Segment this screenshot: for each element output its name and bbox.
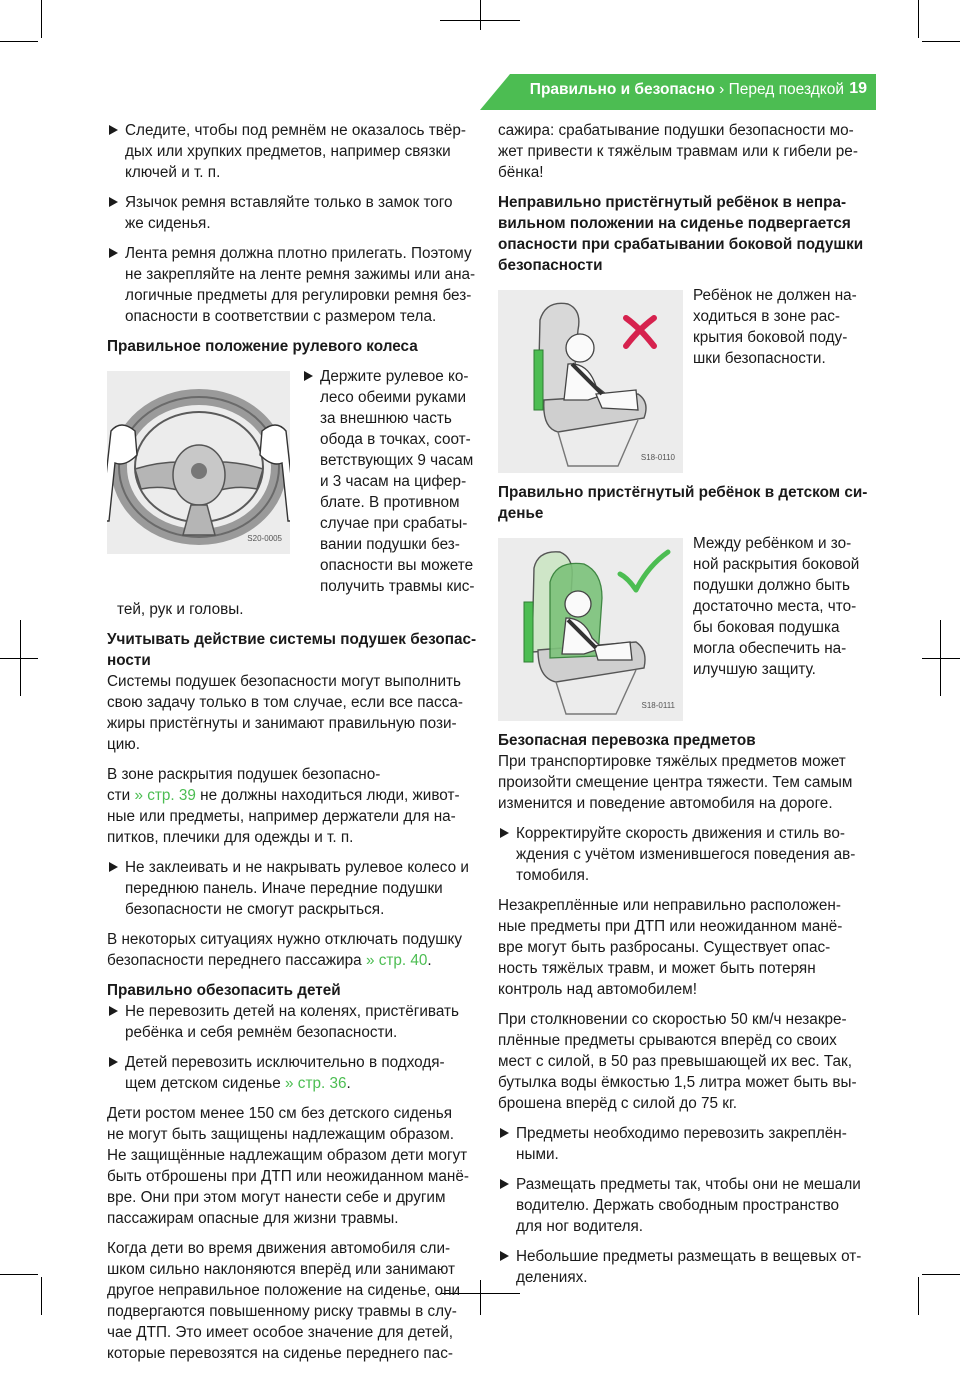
bullet-text bbox=[125, 1054, 445, 1092]
wrong-cross-icon bbox=[620, 314, 660, 350]
bullet-text: Размещать предметы так, чтобы они не мешали водителю. Держать свободным пространство для ног водителя. bbox=[516, 1176, 861, 1235]
bullet-item bbox=[107, 243, 479, 327]
bullet-item bbox=[107, 1052, 479, 1094]
continuation-text: сажира: срабатывание подушки безопасности мо- жет привести к тяжёлым травмам или к гибели ре- бёнка! bbox=[498, 122, 858, 181]
crop-mark bbox=[480, 1280, 481, 1315]
airbag-heading: Учитывать действие системы подушек безопас- ности bbox=[107, 631, 477, 669]
loose-text: Незакреплённые или неправильно расположен- ные предметы при ДТП или неожиданном манё- вре могут быть разбросаны. Существует опас- ность тяжёлых травм, и может быть потерян контроль над автомобилем! bbox=[498, 897, 843, 998]
bullet-text: Небольшие предметы размещать в вещевых от- делениях. bbox=[516, 1248, 862, 1286]
children-text-2: Когда дети во время движения автомобиля сли- шком сильно наклоняются вперёд или занимают другое неправильное положение на сиденье, они подвергаются повышенному риску травмы в слу- чае ДТП. Это имеет особое значение для детей, которые перевозятся на сиденье переднего пас- bbox=[107, 1240, 461, 1362]
disable-l2b: . bbox=[427, 952, 432, 969]
right-column bbox=[498, 120, 873, 1297]
crop-mark bbox=[20, 620, 21, 696]
disable-line1: В некоторых ситуациях нужно отключать подушку bbox=[107, 931, 463, 948]
bullet-arrow-icon bbox=[109, 1006, 118, 1016]
crop-mark bbox=[0, 41, 38, 42]
disable-l2a: безопасности переднего пассажира bbox=[107, 952, 366, 969]
bullet-item bbox=[302, 366, 475, 597]
figure-child-wrong bbox=[498, 290, 683, 473]
zone-line1: В зоне раскрытия подушек безопасно- bbox=[107, 766, 381, 783]
wrong-heading: Неправильно пристёгнутый ребёнок в непра- вильном положении на сиденье подвергается опасности при срабатывании боковой подушки безопасности bbox=[498, 194, 864, 274]
children-text-1: Дети ростом менее 150 см без детского сиденья не могут быть защищены надлежащим образом. Не защищённые надлежащим образом дети могут быть отброшены при ДТП или неожиданном манё- вре. Они при этом могут нанести себе и другим пассажирам опасные для жизни травмы. bbox=[107, 1105, 469, 1227]
bullet-arrow-icon bbox=[500, 1128, 509, 1138]
bullet-item bbox=[498, 1246, 873, 1288]
bullet-arrow-icon bbox=[109, 125, 118, 135]
correct-heading: Правильно пристёгнутый ребёнок в детском си- денье bbox=[498, 484, 868, 522]
running-header bbox=[530, 81, 844, 99]
correct-check-icon bbox=[616, 548, 672, 594]
header-separator: › bbox=[719, 81, 725, 98]
steering-heading: Правильное положение рулевого колеса bbox=[107, 338, 418, 355]
bullet-text: Следите, чтобы под ремнём не оказалось твёр- дых или хрупких предметов, например связки ключей и т. п. bbox=[125, 122, 466, 181]
bullet-item bbox=[498, 1123, 873, 1165]
crop-mark bbox=[0, 1274, 38, 1275]
crop-mark bbox=[41, 1277, 42, 1315]
steering-wheel-illustration bbox=[107, 371, 290, 554]
crop-mark bbox=[922, 1274, 960, 1275]
bullet-arrow-icon bbox=[109, 197, 118, 207]
cargo-text: При транспортировке тяжёлых предметов может произойти смещение центра тяжести. Тем самым изменится и поведение автомобиля на дороге. bbox=[498, 753, 853, 812]
children-b2-l2a: щем детском сиденье bbox=[125, 1075, 286, 1092]
wrong-text: Ребёнок не должен на- ходиться в зоне рас- крытия боковой поду- шки безопасности. bbox=[693, 287, 857, 367]
children-b2-line1: Детей перевозить исключительно в подходя- bbox=[125, 1054, 445, 1071]
bullet-arrow-icon bbox=[109, 1057, 118, 1067]
bullet-item bbox=[107, 857, 479, 920]
wrong-block bbox=[498, 285, 873, 473]
bullet-text: Не перевозить детей на коленях, пристёгивать ребёнка и себя ремнём безопасности. bbox=[125, 1003, 460, 1041]
page-link-40[interactable]: » стр. 40 bbox=[365, 952, 428, 969]
zone-paragraph bbox=[107, 764, 479, 848]
correct-text: Между ребёнком и зо- ной раскрытия боковой подушки должно быть достаточно места, что- бы боковая подушка могла обеспечить на- илучшую защиту. bbox=[693, 535, 860, 678]
bullet-text: Язычок ремня вставляйте только в замок того же сиденья. bbox=[125, 194, 453, 232]
bullet-text: Лента ремня должна плотно прилегать. Поэтому не закрепляйте на ленте ремня зажимы или ана- логичные предметы для регулировки ремня без- опасности в соответствии с размером тела. bbox=[125, 245, 476, 325]
page-number: 19 bbox=[849, 80, 867, 97]
bullet-arrow-icon bbox=[500, 1251, 509, 1261]
bullet-text: Не заклеивать и не накрывать рулевое колесо и переднюю панель. Иначе передние подушки безопасности не смогут раскрыться. bbox=[125, 859, 469, 918]
page-link-39[interactable]: » стр. 39 bbox=[134, 787, 196, 804]
figure-steering-wheel bbox=[107, 371, 290, 554]
bullet-text: Предметы необходимо перевозить закреплён- ными. bbox=[516, 1125, 847, 1163]
bullet-item bbox=[107, 192, 479, 234]
bullet-arrow-icon bbox=[500, 828, 509, 838]
disable-paragraph bbox=[107, 929, 479, 971]
collision-text: При столкновении со скоростью 50 км/ч незакре- плённые предметы срываются вперёд со своих мест с силой, в 50 раз превышающей их вес. Так, бутылка воды ёмкостью 1,5 литра может быть вы- брошена вперёд с силой до 75 кг. bbox=[498, 1011, 857, 1112]
bullet-arrow-icon bbox=[500, 1179, 509, 1189]
bullet-arrow-icon bbox=[304, 371, 313, 381]
children-heading: Правильно обезопасить детей bbox=[107, 982, 341, 999]
figure-code: S18-0111 bbox=[641, 701, 675, 710]
bullet-item bbox=[498, 1174, 873, 1237]
figure-code: S18-0110 bbox=[640, 453, 675, 462]
header-subsection: Перед поездкой bbox=[728, 81, 844, 98]
bullet-item bbox=[498, 823, 873, 886]
bullet-arrow-icon bbox=[109, 248, 118, 258]
crop-mark bbox=[918, 1277, 919, 1315]
cargo-heading: Безопасная перевозка предметов bbox=[498, 732, 756, 749]
crop-mark bbox=[940, 620, 941, 696]
page-link-36[interactable]: » стр. 36 bbox=[285, 1075, 347, 1092]
left-column bbox=[107, 120, 479, 1373]
crop-mark bbox=[918, 0, 919, 38]
children-b2-l2b: . bbox=[346, 1075, 351, 1092]
airbag-text: Системы подушек безопасности могут выполнить свою задачу только в том случае, если все пасса- жиры пристёгнуты и занимают правильную пози- цию. bbox=[107, 673, 463, 753]
bullet-item bbox=[107, 1001, 479, 1043]
crop-mark bbox=[440, 20, 520, 21]
zone-l2a: сти bbox=[107, 787, 135, 804]
header-section: Правильно и безопасно bbox=[529, 81, 715, 98]
crop-mark bbox=[922, 41, 960, 42]
figure-child-correct bbox=[498, 538, 683, 721]
figure-code: S20-0005 bbox=[247, 534, 282, 543]
crop-mark bbox=[480, 0, 481, 30]
bullet-text: Корректируйте скорость движения и стиль во- ждения с учётом изменившегося поведения ав- томобиля. bbox=[516, 825, 856, 884]
steering-block bbox=[107, 366, 479, 597]
bullet-arrow-icon bbox=[109, 862, 118, 872]
crop-mark bbox=[41, 0, 42, 38]
zone-rest: ные или предметы, например держатели для на- питков, плечики для одежды и т. п. bbox=[107, 808, 456, 846]
zone-l2b: не должны находиться люди, живот- bbox=[195, 787, 460, 804]
crop-mark bbox=[0, 658, 38, 659]
steering-tail: тей, рук и головы. bbox=[117, 601, 244, 618]
bullet-text: Держите рулевое ко- лесо обеими руками за внешнюю часть обода в точках, соот- ветствующих 9 часам и 3 часам на цифер- блате. В противном случае при срабаты- вании подушки без- опасности вы можете получить травмы кис- bbox=[320, 368, 475, 595]
correct-block bbox=[498, 533, 873, 721]
crop-mark bbox=[922, 658, 960, 659]
bullet-item bbox=[107, 120, 479, 183]
